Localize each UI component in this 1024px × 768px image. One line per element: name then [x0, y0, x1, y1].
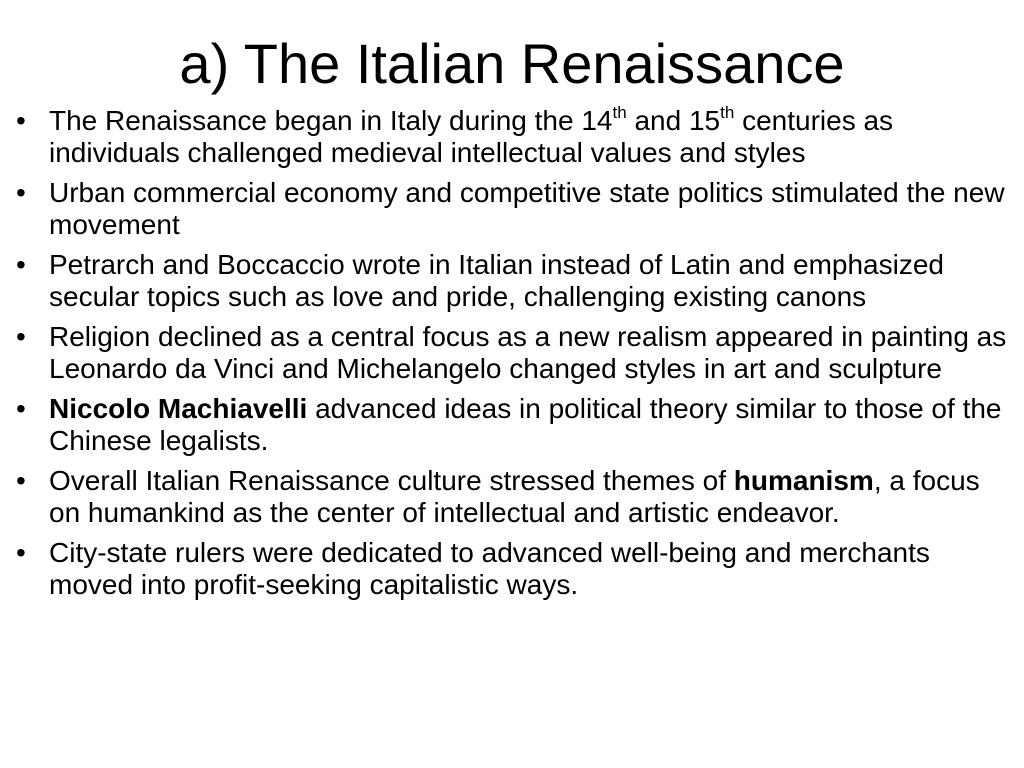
bullet-marker: •: [16, 393, 26, 424]
bullet-text-segment: The Renaissance began in Italy during the 14: [49, 105, 613, 136]
bullet-item: [16, 465, 1012, 528]
bullet-item: [16, 393, 1012, 456]
bullet-item: [16, 537, 1012, 600]
bullet-text-segment: advanced ideas in political theory similar to those of the Chinese legalists.: [49, 393, 1002, 456]
bullet-marker: •: [16, 321, 26, 352]
bullet-marker: •: [16, 537, 26, 568]
slide-title: a) The Italian Renaissance: [179, 32, 845, 95]
bullet-item: [16, 321, 1012, 384]
bullet-list: [16, 102, 1012, 609]
bullet-text: [49, 465, 980, 528]
bullet-item: [16, 102, 1012, 168]
bullet-text: Religion declined as a central focus as a new realism appeared in painting as Leonardo da Vinci and Michelangelo changed styles in art and sculpture: [49, 321, 1007, 384]
bold-term: Niccolo Machiavelli: [49, 393, 308, 424]
superscript-ordinal: th: [612, 102, 627, 122]
bullet-text: Urban commercial economy and competitive state politics stimulated the new movement: [49, 177, 1005, 240]
superscript-ordinal: th: [720, 102, 735, 122]
bullet-text-segment: , a focus on humankind as the center of intellectual and artistic endeavor.: [49, 465, 980, 528]
bullet-text: [49, 393, 1002, 456]
bullet-text: [49, 102, 894, 168]
bullet-marker: •: [16, 249, 26, 280]
bullet-marker: •: [16, 465, 26, 496]
bullet-text-segment: and 15: [626, 105, 721, 136]
bullet-text-segment: Overall Italian Renaissance culture stressed themes of: [49, 465, 734, 496]
bullet-text: Petrarch and Boccaccio wrote in Italian instead of Latin and emphasized secular topics such as love and pride, challenging existing canons: [49, 249, 944, 312]
bullet-item: [16, 177, 1012, 240]
bullet-text: City-state rulers were dedicated to advanced well-being and merchants moved into profit-seeking capitalistic ways.: [49, 537, 930, 600]
bullet-marker: •: [16, 177, 26, 208]
bullet-item: [16, 249, 1012, 312]
bullet-marker: •: [16, 105, 26, 136]
bullet-text-segment: centuries as individuals challenged medieval intellectual values and styles: [49, 105, 894, 168]
bold-term: humanism: [733, 465, 874, 496]
